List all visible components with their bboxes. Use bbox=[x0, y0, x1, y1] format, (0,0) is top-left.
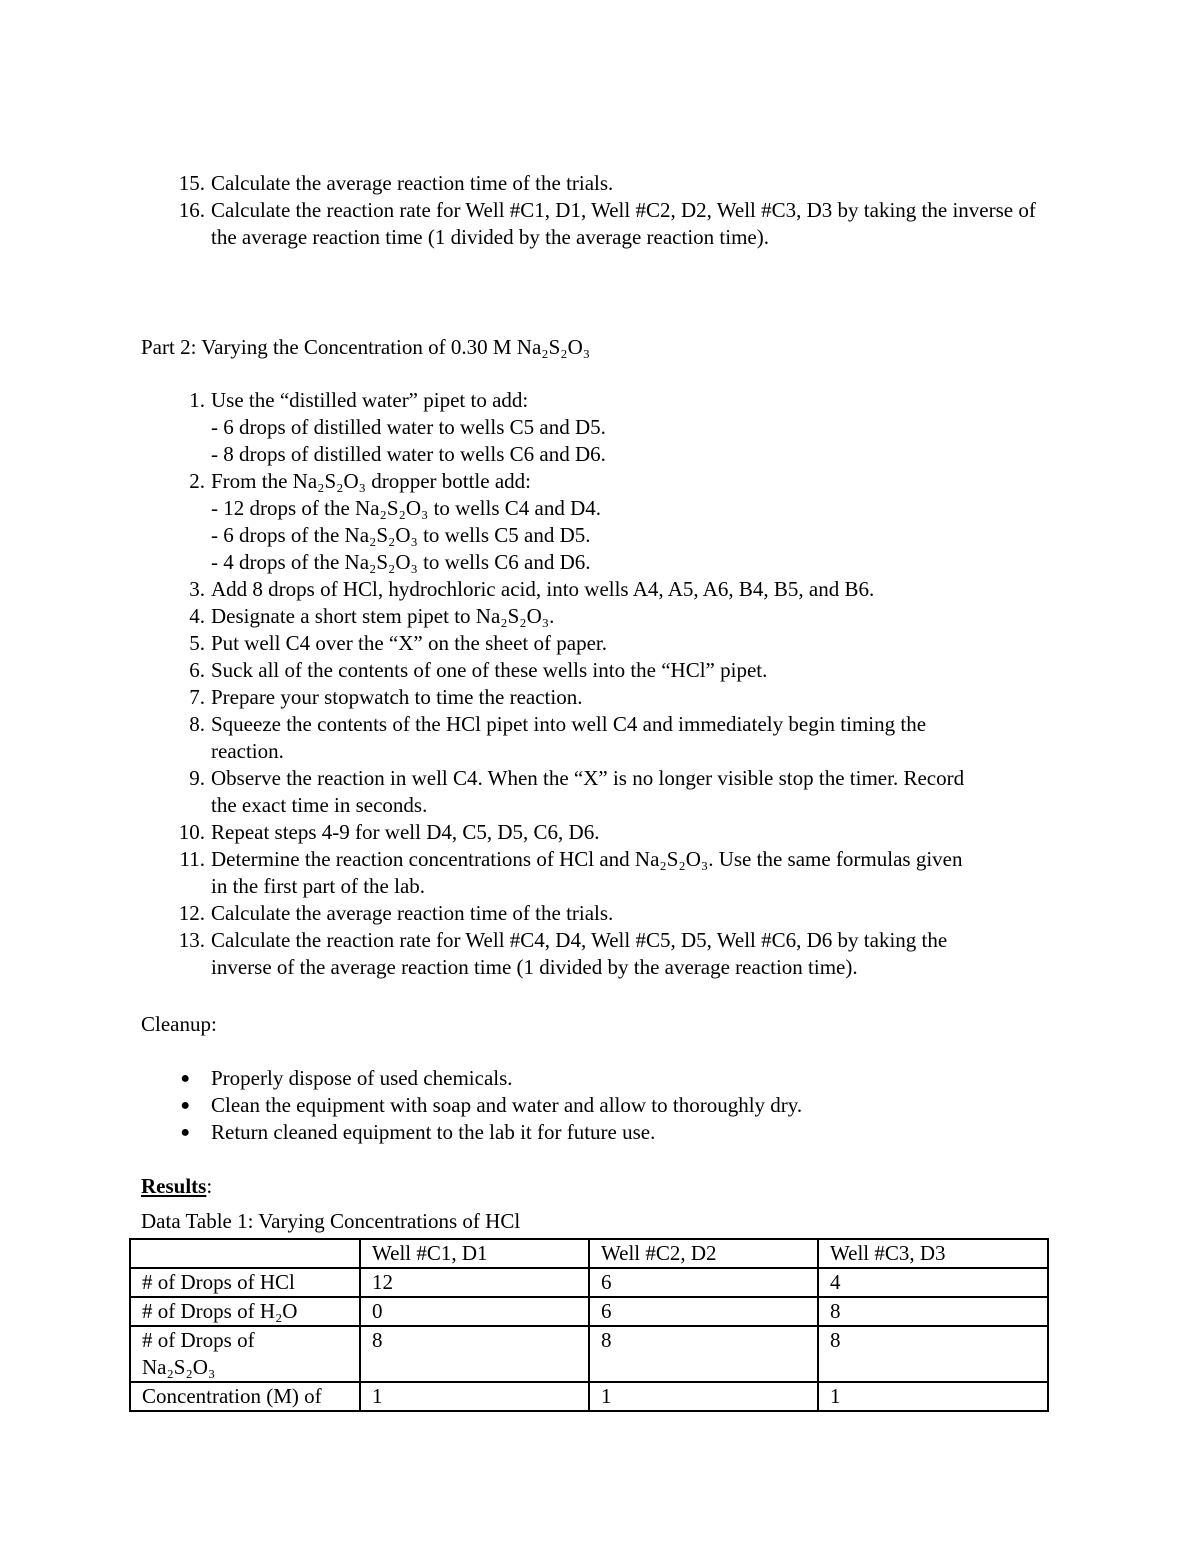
table-cell: 1 bbox=[818, 1382, 1048, 1411]
table-row bbox=[130, 1297, 1048, 1326]
step-line: - 6 drops of the Na₂S₂O₃ to wells C5 and D5. bbox=[211, 523, 591, 547]
step-number: 13. bbox=[178, 928, 205, 952]
step-line: - 6 drops of distilled water to wells C5 and D5. bbox=[211, 415, 606, 439]
list-item bbox=[0, 630, 1071, 657]
table-cell: Well #C2, D2 bbox=[589, 1239, 818, 1268]
step-line: - 8 drops of distilled water to wells C6 and D6. bbox=[211, 442, 606, 466]
bullet-icon: ● bbox=[180, 1070, 190, 1087]
cleanup-item-text: Properly dispose of used chemicals. bbox=[211, 1066, 513, 1090]
cleanup-list bbox=[0, 1065, 1071, 1146]
step-line: Squeeze the contents of the HCl pipet into well C4 and immediately begin timing the bbox=[211, 712, 927, 736]
list-item bbox=[0, 711, 1071, 765]
table-cell: 8 bbox=[589, 1326, 818, 1382]
results-heading: Results bbox=[141, 1174, 207, 1198]
results-colon: : bbox=[206, 1174, 213, 1198]
list-item bbox=[0, 819, 1071, 846]
step-text: Calculate the average reaction time of the trials. bbox=[211, 171, 614, 195]
list-item bbox=[0, 846, 1071, 900]
step-number: 16. bbox=[178, 198, 205, 222]
list-item bbox=[0, 576, 1071, 603]
step-line: in the first part of the lab. bbox=[211, 874, 426, 898]
step-number: 1. bbox=[189, 388, 205, 412]
step-line: reaction. bbox=[211, 739, 284, 763]
step-line: the exact time in seconds. bbox=[211, 793, 428, 817]
cleanup-item-text: Return cleaned equipment to the lab it for future use. bbox=[211, 1120, 656, 1144]
step-number: 7. bbox=[189, 685, 205, 709]
step-number: 9. bbox=[189, 766, 205, 790]
list-item bbox=[0, 170, 1071, 197]
part2-step-list bbox=[0, 387, 1071, 981]
step-number: 12. bbox=[178, 901, 205, 925]
step-line: Observe the reaction in well C4. When the “X” is no longer visible stop the timer. Record bbox=[211, 766, 965, 790]
part2-heading: Part 2: Varying the Concentration of 0.30 M Na₂S₂O₃ bbox=[141, 335, 591, 359]
step-number: 15. bbox=[178, 171, 205, 195]
list-item bbox=[0, 1092, 1071, 1119]
table-caption: Data Table 1: Varying Concentrations of HCl bbox=[141, 1209, 521, 1233]
table-cell: 1 bbox=[360, 1382, 589, 1411]
table-row bbox=[130, 1268, 1048, 1297]
bullet-icon: ● bbox=[180, 1097, 190, 1114]
table-cell: Well #C3, D3 bbox=[818, 1239, 1048, 1268]
table-cell: 0 bbox=[360, 1297, 589, 1326]
table-cell bbox=[130, 1239, 360, 1268]
step-line: Suck all of the contents of one of these wells into the “HCl” pipet. bbox=[211, 658, 768, 682]
table-cell: 4 bbox=[818, 1268, 1048, 1297]
results-heading-wrap bbox=[141, 1173, 212, 1200]
table-cell: Concentration (M) of bbox=[130, 1382, 360, 1411]
step-line: Calculate the reaction rate for Well #C4, D4, Well #C5, D5, Well #C6, D6 by taking the bbox=[211, 928, 948, 952]
part1-step-list bbox=[0, 170, 1071, 251]
step-line: Prepare your stopwatch to time the reaction. bbox=[211, 685, 583, 709]
step-line: Calculate the average reaction time of the trials. bbox=[211, 901, 614, 925]
list-item bbox=[0, 684, 1071, 711]
table-cell: 6 bbox=[589, 1297, 818, 1326]
list-item bbox=[0, 900, 1071, 927]
table-cell: 1 bbox=[589, 1382, 818, 1411]
list-item bbox=[0, 1119, 1071, 1146]
list-item bbox=[0, 1065, 1071, 1092]
step-line: - 12 drops of the Na₂S₂O₃ to wells C4 and D4. bbox=[211, 496, 602, 520]
bullet-icon: ● bbox=[180, 1124, 190, 1141]
step-number: 11. bbox=[179, 847, 205, 871]
step-line: Put well C4 over the “X” on the sheet of paper. bbox=[211, 631, 607, 655]
step-line: Designate a short stem pipet to Na₂S₂O₃. bbox=[211, 604, 555, 628]
table-cell: 8 bbox=[818, 1326, 1048, 1382]
step-line: Use the “distilled water” pipet to add: bbox=[211, 388, 529, 412]
step-number: 3. bbox=[189, 577, 205, 601]
step-text: Calculate the reaction rate for Well #C1, D1, Well #C2, D2, Well #C3, D3 by taking the inverse of the average reaction time (1 divided by the average reaction time). bbox=[211, 198, 1036, 249]
table-cell: 6 bbox=[589, 1268, 818, 1297]
step-line: From the Na₂S₂O₃ dropper bottle add: bbox=[211, 469, 531, 493]
list-item bbox=[0, 927, 1071, 981]
step-line: Repeat steps 4-9 for well D4, C5, D5, C6, D6. bbox=[211, 820, 600, 844]
list-item bbox=[0, 603, 1071, 630]
list-item bbox=[0, 197, 1071, 251]
list-item bbox=[0, 765, 1071, 819]
table-cell: # of Drops of Na₂S₂O₃ bbox=[130, 1326, 360, 1382]
table-cell: # of Drops of HCl bbox=[130, 1268, 360, 1297]
table-row bbox=[130, 1382, 1048, 1411]
table-cell: 8 bbox=[818, 1297, 1048, 1326]
step-number: 2. bbox=[189, 469, 205, 493]
table-cell: 8 bbox=[360, 1326, 589, 1382]
cleanup-heading: Cleanup: bbox=[141, 1012, 217, 1036]
data-table bbox=[129, 1238, 1049, 1412]
table-cell: # of Drops of H₂O bbox=[130, 1297, 360, 1326]
list-item bbox=[0, 657, 1071, 684]
step-line: Add 8 drops of HCl, hydrochloric acid, into wells A4, A5, A6, B4, B5, and B6. bbox=[211, 577, 875, 601]
list-item bbox=[0, 387, 1071, 468]
step-line: - 4 drops of the Na₂S₂O₃ to wells C6 and D6. bbox=[211, 550, 591, 574]
step-number: 8. bbox=[189, 712, 205, 736]
table-header-row bbox=[130, 1239, 1048, 1268]
step-line: inverse of the average reaction time (1 divided by the average reaction time). bbox=[211, 955, 858, 979]
table-row bbox=[130, 1326, 1048, 1382]
step-number: 5. bbox=[189, 631, 205, 655]
step-number: 10. bbox=[178, 820, 205, 844]
step-number: 4. bbox=[189, 604, 205, 628]
step-line: Determine the reaction concentrations of HCl and Na₂S₂O₃. Use the same formulas given bbox=[211, 847, 963, 871]
cleanup-item-text: Clean the equipment with soap and water and allow to thoroughly dry. bbox=[211, 1093, 803, 1117]
table-cell: Well #C1, D1 bbox=[360, 1239, 589, 1268]
list-item bbox=[0, 468, 1071, 576]
step-number: 6. bbox=[189, 658, 205, 682]
table-cell: 12 bbox=[360, 1268, 589, 1297]
